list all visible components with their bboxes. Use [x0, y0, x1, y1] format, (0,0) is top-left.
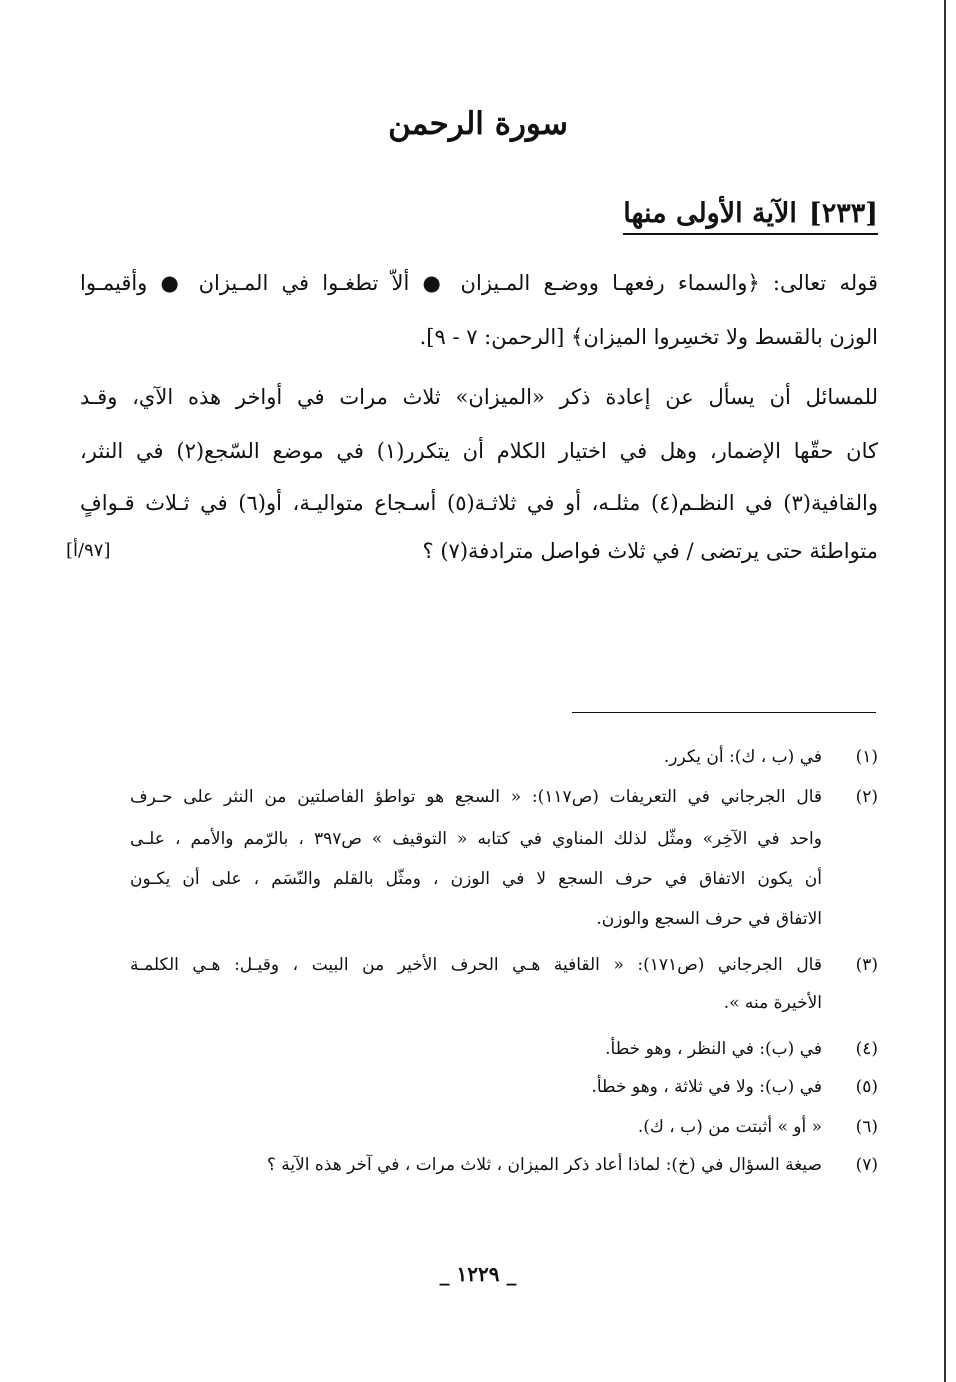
footnote-text: صيغة السؤال في (خ): لماذا أعاد ذكر الميزان ، ثلاث مرات ، في آخر هذه الآية ؟ [266, 1155, 822, 1175]
footnote-number: (٤) [855, 1039, 878, 1059]
footnote-number: (٧) [855, 1155, 878, 1175]
margin-folio-reference: [٩٧/أ] [66, 540, 111, 561]
footnote-number: (٢) [855, 787, 879, 807]
section-heading [623, 198, 878, 235]
footnote-2-line-1 [130, 784, 878, 810]
footnote-text: في (ب): في النظر ، وهو خطأ. [605, 1039, 822, 1059]
footnote-2-line-4: الاتفاق في حرف السجع والوزن. [596, 909, 822, 929]
footnote-number: (٥) [855, 1077, 878, 1097]
footnote-number: (٦) [855, 1117, 878, 1137]
footnote-5 [591, 1074, 878, 1100]
footnote-text: قال الجرجاني في التعريفات (ص١١٧): « السجع هو تواطؤ الفاصلتين من النثر على حـرف [130, 787, 823, 807]
footnote-1 [664, 744, 878, 770]
body-line-2: الوزن بالقسط ولا تخسِروا الميزان﴾ [الرحمن: ٧ - ٩]. [419, 325, 878, 349]
footnote-text: في (ب): ولا في ثلاثة ، وهو خطأ. [591, 1077, 822, 1097]
footnote-7 [267, 1152, 878, 1178]
page-edge-line [944, 0, 946, 1382]
body-line-3: للمسائل أن يسأل عن إعادة ذكر «الميزان» ثلاث مرات في أواخر هذه الآي، وقـد [80, 385, 878, 409]
body-line-4: كان حقّها الإضمار، وهل في اختيار الكلام أن يتكرر(١) في موضع السّجع(٢) في النثر، [80, 439, 878, 463]
body-line-6: متواطئة حتى يرتضى / في ثلاث فواصل مترادفة(٧) ؟ [422, 539, 878, 563]
footnote-3-line-1 [130, 952, 878, 978]
section-title: الآية الأولى منها [623, 198, 797, 229]
footnote-2-line-2: واحد في الآخِر» ومثّل لذلك المناوي في كتابه « التوقيف » ص٣٩٧ ، بالرّمم والأمم ، علـى [130, 829, 822, 849]
body-line-5: والقافية(٣) في النظـم(٤) مثلـه، أو في ثلاثـة(٥) أسـجاع متواليـة، أو(٦) في ثـلاث قـوافٍ [80, 491, 879, 515]
page-number: _ ١٢٢٩ _ [439, 1262, 517, 1286]
footnote-separator [572, 712, 876, 713]
footnote-3-line-2: الأخيرة منه ». [723, 993, 822, 1013]
footnote-text: « أو » أثبتت من (ب ، ك). [637, 1117, 822, 1137]
footnote-2-line-3: أن يكون الاتفاق في حرف السجع لا في الوزن ، ومثّل بالقلم والنّسَم ، على أن يكـون [130, 869, 822, 889]
footnote-number: (٣) [855, 955, 878, 975]
section-number: [٢٣٣] [808, 198, 878, 229]
body-line-1: قوله تعالى: ﴿والسماء رفعهـا ووضـع المـيزان ● ألاّ تطغـوا في المـيزان ● وأقيمـوا [80, 271, 878, 295]
footnote-4 [605, 1036, 878, 1062]
footnote-number: (١) [855, 747, 878, 767]
footnote-6 [638, 1114, 878, 1140]
footnote-text: قال الجرجاني (ص١٧١): « القافية هـي الحرف الأخير من البيت ، وقيـل: هـي الكلمـة [130, 955, 822, 975]
footnote-text: في (ب ، ك): أن يكرر. [663, 747, 822, 767]
surah-title: سورة الرحمن [388, 106, 568, 142]
